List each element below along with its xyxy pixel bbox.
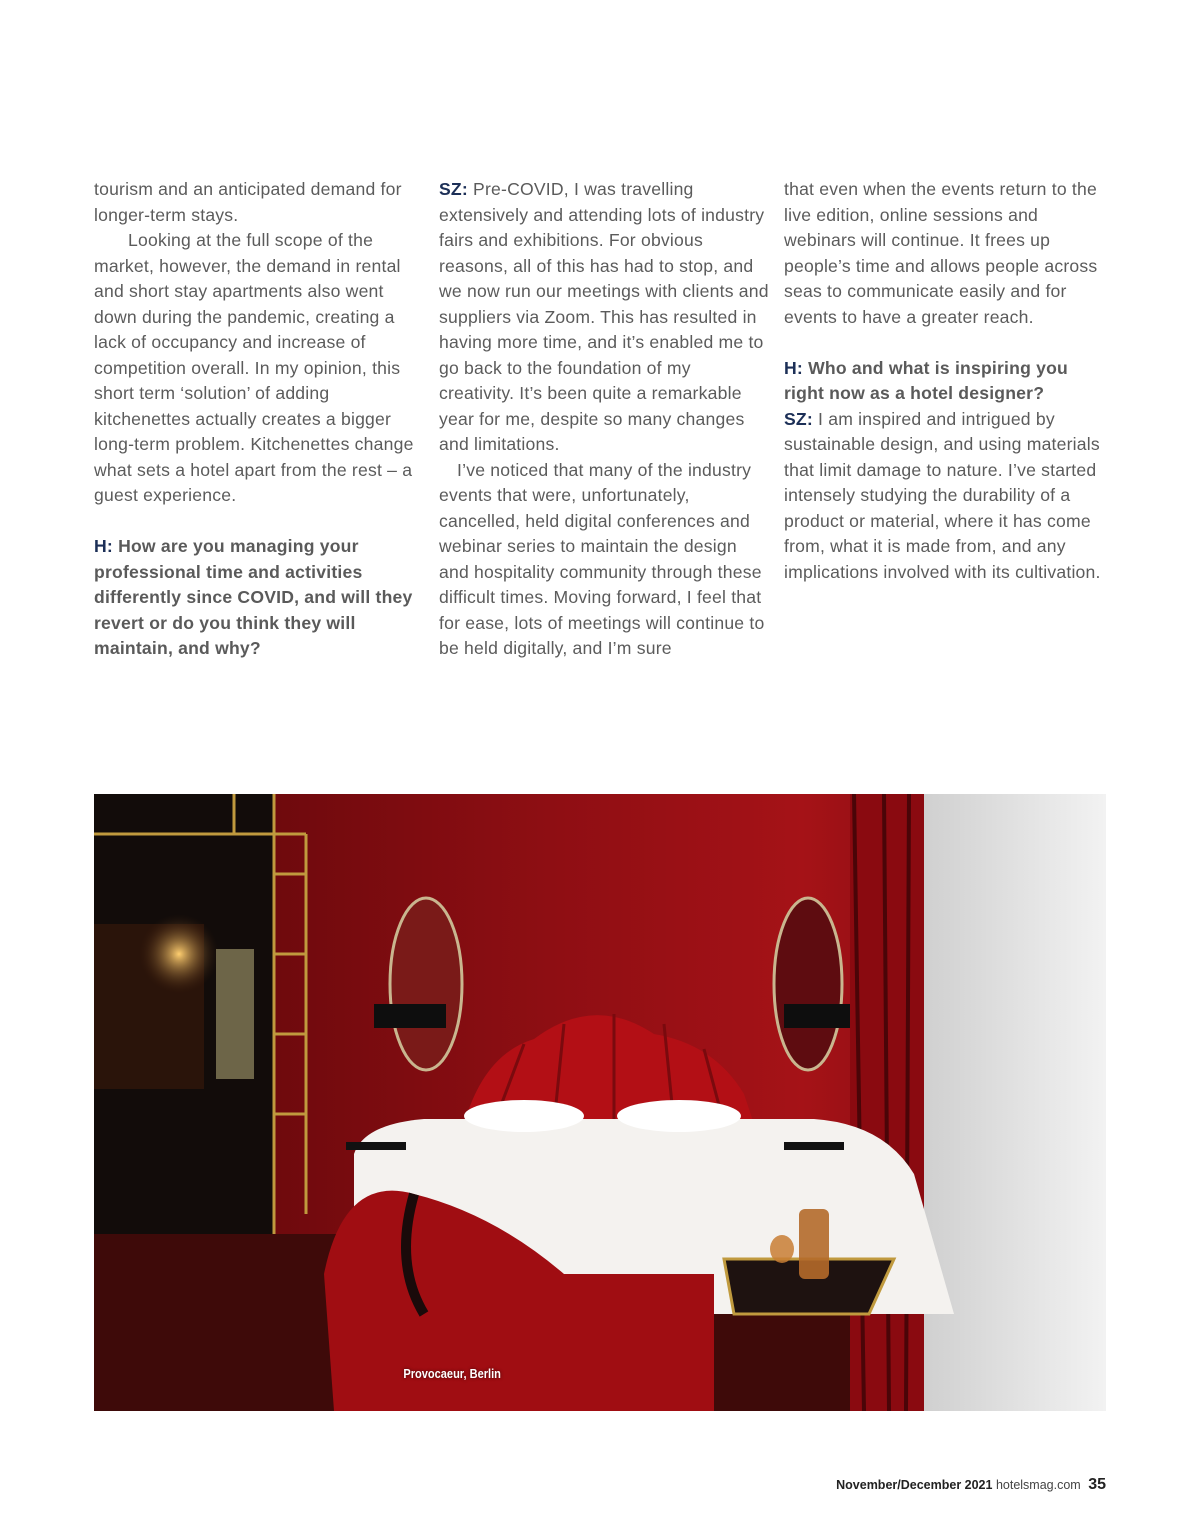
paragraph: tourism and an anticipated demand for longer-term stays. bbox=[94, 179, 402, 225]
answer-text: I am inspired and intrigued by sustainable design, and using materials that limit damage to nature. I’ve started intensely studying the durability of a product or material, where it has come from, what it is made from, and any implications involved with its cultivation. bbox=[784, 408, 1101, 582]
interviewee-tag: SZ: bbox=[439, 179, 468, 199]
answer-text: Pre-COVID, I was travelling extensively and attending lots of industry fairs and exhibitions. For obvious reasons, all of this has had to stop, and we now run our meetings with clients and suppliers via Zoom. This has resulted in having more time, and it’s enabled me to go back to the foundation of my creativity. It’s been quite a remarkable year for me, despite so many changes and limitations. bbox=[439, 179, 769, 454]
website: hotelsmag.com bbox=[995, 1478, 1081, 1492]
column-3 bbox=[784, 177, 1106, 585]
interviewer-tag: H: bbox=[784, 357, 803, 378]
hotel-room-photo bbox=[94, 794, 1106, 1411]
paragraph: I’ve noticed that many of the industry events that were, unfortunately, cancelled, held digital conferences and webinar series to maintain the design and hospitality community through these difficult times. Moving forward, I feel that for ease, lots of meetings will continue to be held digitally, and I’m sure bbox=[439, 459, 765, 658]
question-text: How are you managing your professional time and activities differently since COVID, and will they revert or do you think they will maintain, and why? bbox=[94, 536, 413, 658]
question bbox=[94, 534, 424, 662]
column-1 bbox=[94, 177, 424, 662]
answer bbox=[784, 407, 1106, 586]
paragraph: that even when the events return to the live edition, online sessions and webinars will continue. It frees up people’s time and allows people across seas to communicate easily and for events to have a greater reach. bbox=[784, 179, 1098, 327]
page-footer bbox=[836, 1476, 1106, 1494]
question bbox=[784, 356, 1106, 407]
interviewer-tag: H: bbox=[94, 536, 113, 556]
page-number: 35 bbox=[1088, 1476, 1106, 1493]
paragraph: Looking at the full scope of the market, however, the demand in rental and short stay apartments also went down during the pandemic, creating a lack of occupancy and increase of competition overall. In my opinion, this short term ‘solution’ of adding kitchenettes actually creates a bigger long-term problem. Kitchenettes change what sets a hotel apart from the rest – a guest experience. bbox=[94, 230, 414, 505]
issue-date: November/December 2021 bbox=[836, 1478, 993, 1492]
column-2 bbox=[439, 177, 769, 662]
bedroom-illustration bbox=[94, 794, 1106, 1411]
question-text: Who and what is inspiring you right now as a hotel designer? bbox=[784, 357, 1068, 403]
photo-caption: Provocaeur, Berlin bbox=[403, 1366, 501, 1382]
answer bbox=[439, 177, 769, 458]
interviewee-tag: SZ: bbox=[784, 408, 813, 429]
